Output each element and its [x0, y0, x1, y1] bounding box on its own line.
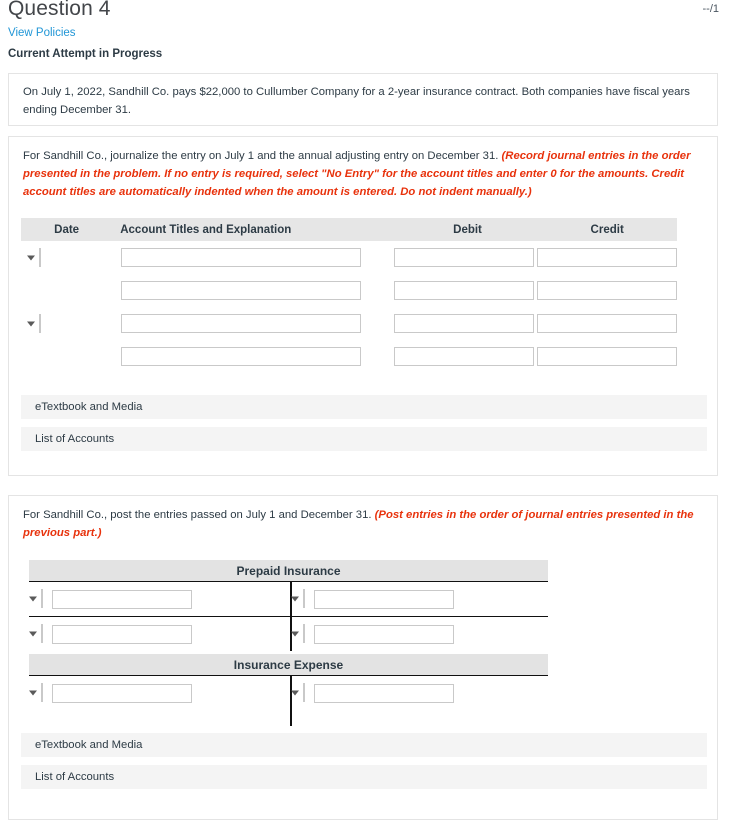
t-amount-input[interactable] [314, 684, 454, 703]
date-select-wrapper[interactable] [41, 625, 43, 643]
chevron-down-icon [29, 691, 37, 696]
t-account-row [29, 676, 548, 710]
column-header-debit: Debit [453, 223, 482, 236]
date-select-wrapper[interactable] [303, 625, 305, 643]
journal-row-account-cell [113, 347, 391, 366]
journal-entry-card [8, 136, 718, 476]
debit-amount-input[interactable] [394, 314, 534, 333]
column-header-date: Date [54, 223, 80, 236]
t-amount-input[interactable] [52, 590, 192, 609]
journal-instruction-note: (Record journal entries in the order presented in the problem. If no entry is required, select "No Entry" for the account titles and enter 0 for the amounts. Credit account titles are automatically indented when the amount is entered. Do not indent manually.) [23, 150, 691, 198]
etextbook-and-media-bar[interactable] [21, 733, 707, 758]
t-account-debit-side [29, 625, 289, 644]
date-select[interactable] [39, 248, 41, 267]
journal-row-debit-cell [391, 281, 534, 300]
journal-row-debit-cell [391, 248, 534, 267]
date-select-wrapper[interactable] [303, 590, 305, 608]
credit-amount-input[interactable] [537, 281, 677, 300]
list-of-accounts-bar[interactable] [21, 765, 707, 790]
chevron-down-icon [27, 255, 35, 260]
journal-row-credit-cell [534, 314, 677, 333]
problem-statement-text: On July 1, 2022, Sandhill Co. pays $22,000 to Cullumber Company for a 2-year insurance contract. Both companies have fiscal years ending December 31. [23, 86, 690, 116]
t-account-row [29, 617, 548, 651]
journal-row-credit-cell [534, 347, 677, 366]
debit-amount-input[interactable] [394, 248, 534, 267]
t-account-credit-side [289, 684, 549, 703]
attempt-status-label: Current Attempt in Progress [8, 48, 163, 60]
post-instruction-note: (Post entries in the order of journal entries presented in the previous part.) [23, 509, 694, 539]
journal-row-debit-cell [391, 314, 534, 333]
chevron-down-icon [29, 597, 37, 602]
chevron-down-icon [291, 597, 299, 602]
t-date-select[interactable] [41, 589, 43, 608]
column-header-credit: Credit [590, 223, 624, 236]
t-account-row [29, 582, 548, 617]
chevron-down-icon [29, 632, 37, 637]
t-amount-input[interactable] [314, 590, 454, 609]
t-account-prepaid-insurance [29, 560, 548, 651]
problem-statement-card [8, 73, 718, 126]
journal-row-credit-cell [534, 248, 677, 267]
t-account-title: Insurance Expense [29, 654, 548, 676]
page-title: Question 4 [8, 0, 111, 20]
account-title-input[interactable] [121, 347, 361, 366]
etextbook-and-media-bar[interactable] [21, 395, 707, 420]
credit-amount-input[interactable] [537, 314, 677, 333]
date-select-wrapper[interactable] [39, 249, 41, 267]
journal-row-date-cell [21, 315, 113, 333]
list-of-accounts-bar[interactable] [21, 427, 707, 452]
post-entries-card [8, 495, 718, 820]
t-date-select[interactable] [41, 624, 43, 643]
t-account-title: Prepaid Insurance [29, 560, 548, 582]
view-policies-link[interactable]: View Policies [8, 27, 76, 39]
t-date-select[interactable] [303, 589, 305, 608]
question-header [0, 0, 729, 26]
date-select-wrapper[interactable] [39, 315, 41, 333]
t-account-divider-tail [290, 710, 292, 726]
t-amount-input[interactable] [52, 684, 192, 703]
t-date-select[interactable] [41, 683, 43, 702]
journal-row-account-cell [113, 248, 391, 267]
t-account-insurance-expense [29, 654, 548, 710]
journal-instruction-plain: For Sandhill Co., journalize the entry on July 1 and the annual adjusting entry on December 31. [23, 150, 502, 162]
date-select[interactable] [39, 314, 41, 333]
journal-row-account-cell [113, 281, 391, 300]
t-account-debit-side [29, 590, 289, 609]
t-amount-input[interactable] [52, 625, 192, 644]
journal-row [21, 241, 677, 274]
journal-row [21, 340, 677, 373]
journal-table-header [21, 218, 677, 241]
journal-row-credit-cell [534, 281, 677, 300]
debit-amount-input[interactable] [394, 281, 534, 300]
date-select-wrapper[interactable] [41, 684, 43, 702]
score-indicator: --/1 [702, 3, 719, 15]
date-select-wrapper[interactable] [303, 684, 305, 702]
journal-row [21, 274, 677, 307]
column-header-account: Account Titles and Explanation [120, 223, 292, 236]
t-date-select[interactable] [303, 624, 305, 643]
etextbook-and-media-label: eTextbook and Media [35, 739, 143, 751]
post-instruction-plain: For Sandhill Co., post the entries passed on July 1 and December 31. [23, 509, 375, 521]
t-account-rows [29, 582, 548, 651]
t-date-select[interactable] [303, 683, 305, 702]
t-amount-input[interactable] [314, 625, 454, 644]
chevron-down-icon [291, 691, 299, 696]
journal-instruction [9, 137, 717, 202]
list-of-accounts-label: List of Accounts [35, 433, 115, 445]
journal-row [21, 307, 677, 340]
t-account-debit-side [29, 684, 289, 703]
credit-amount-input[interactable] [537, 347, 677, 366]
t-account-credit-side [289, 590, 549, 609]
list-of-accounts-label: List of Accounts [35, 771, 115, 783]
account-title-input[interactable] [121, 314, 361, 333]
date-select-wrapper[interactable] [41, 590, 43, 608]
journal-row-debit-cell [391, 347, 534, 366]
debit-amount-input[interactable] [394, 347, 534, 366]
account-title-input[interactable] [121, 248, 361, 267]
credit-amount-input[interactable] [537, 248, 677, 267]
t-account-credit-side [289, 625, 549, 644]
chevron-down-icon [27, 321, 35, 326]
journal-row-account-cell [113, 314, 391, 333]
chevron-down-icon [291, 632, 299, 637]
journal-row-date-cell [21, 249, 113, 267]
etextbook-and-media-label: eTextbook and Media [35, 401, 143, 413]
account-title-input[interactable] [121, 281, 361, 300]
journal-entry-table [21, 218, 677, 373]
post-instruction [9, 496, 717, 543]
t-account-rows [29, 676, 548, 710]
